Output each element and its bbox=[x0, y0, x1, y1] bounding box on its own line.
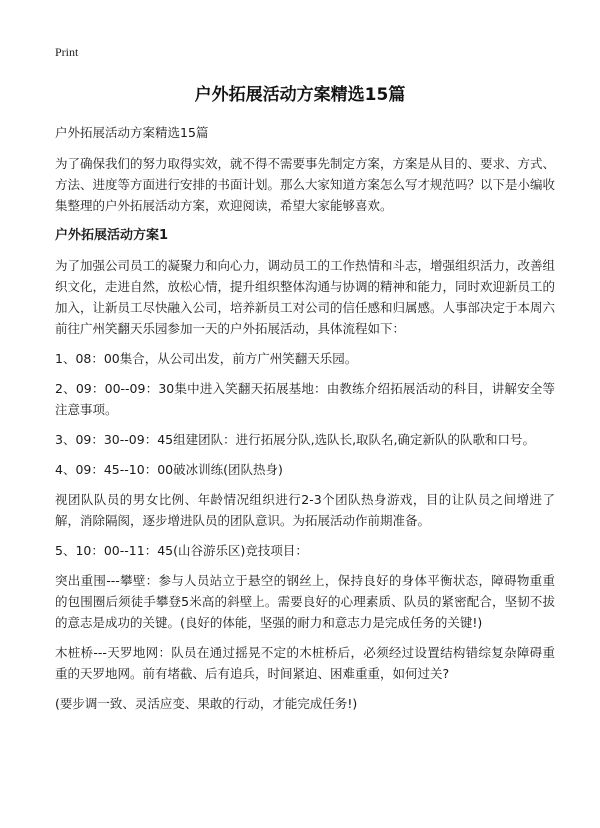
intro-paragraph: 为了确保我们的努力取得实效，就不得不需要事先制定方案，方案是从目的、要求、方式、方法、进度等方面进行安排的书面计划。那么大家知道方案怎么写才规范吗？以下是小编收集整理的户外拓展活动方案，欢迎阅读，希望大家能够喜欢。 bbox=[55, 156, 556, 213]
paragraph: 视团队队员的男女比例、年龄情况组织进行2-3个团队热身游戏，目的让队员之间增进了解，消除隔阂，逐步增进队员的团队意识。为拓展活动作前期准备。 bbox=[55, 492, 555, 528]
article-body bbox=[55, 122, 555, 723]
print-link[interactable]: Print bbox=[55, 45, 79, 59]
list-item: 2、09：00--09：30集中进入笑翻天拓展基地：由教练介绍拓展活动的科目，讲解安全等注意事项。 bbox=[55, 381, 555, 417]
list-item: 3、09：30--09：45组建团队：进行拓展分队,选队长,取队名,确定新队的队歌和口号。 bbox=[55, 432, 536, 447]
paragraph: 木桩桥---天罗地网：队员在通过摇晃不定的木桩桥后，必须经过设置结构错综复杂障碍重重的天罗地网。前有堵截、后有追兵，时间紧迫、困难重重，如何过关? bbox=[55, 645, 555, 681]
section-heading: 户外拓展活动方案1 bbox=[55, 228, 169, 243]
paragraph: (要步调一致、灵活应变、果敢的行动，才能完成任务!) bbox=[55, 696, 358, 711]
list-item: 4、09：45--10：00破冰训练(团队热身) bbox=[55, 462, 283, 477]
article-subtitle: 户外拓展活动方案精选15篇 bbox=[55, 125, 209, 140]
paragraph: 突出重围---攀壁：参与人员站立于悬空的钢丝上，保持良好的身体平衡状态，障碍物重重的包围圈后须徒手攀登5米高的斜壁上。需要良好的心理素质、队员的紧密配合，坚韧不拔的意志是成功的关键。(良好的体能，坚强的耐力和意志力是完成任务的关键!) bbox=[55, 573, 555, 630]
list-item: 1、08：00集合，从公司出发，前方广州笑翻天乐园。 bbox=[55, 351, 358, 366]
paragraph: 为了加强公司员工的凝聚力和向心力，调动员工的工作热情和斗志，增强组织活力，改善组织文化，走进自然，放松心情，提升组织整体沟通与协调的精神和能力，同时欢迎新员工的加入，让新员工尽快融入公司，培养新员工对公司的信任感和归属感。人事部决定于本周六前往广州笑翻天乐园参加一天的户外拓展活动，具体流程如下： bbox=[55, 258, 556, 336]
list-item: 5、10：00--11：45(山谷游乐区)竞技项目： bbox=[55, 543, 308, 558]
page-title: 户外拓展活动方案精选15篇 bbox=[194, 85, 406, 105]
